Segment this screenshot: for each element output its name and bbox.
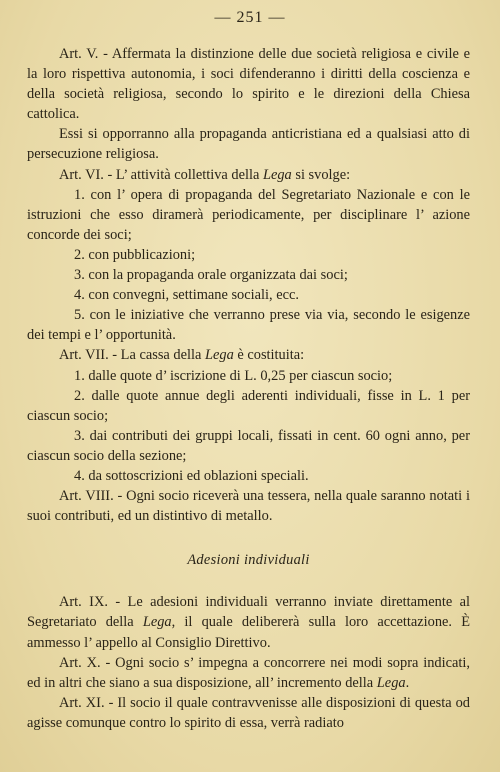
- list-item: 3. con la propaganda orale organizzata dai soci;: [74, 267, 348, 284]
- page-number: — 251 —: [214, 9, 286, 26]
- paragraph-art-x: Art. X. - Ogni socio s’ impegna a concorrere nei modi sopra indicati, ed in altri che siano a sua disposizione, all’ incremento della Lega.: [27, 654, 470, 691]
- paragraph-art-v: Art. V. - Affermata la distinzione delle due società religiosa e civile e la loro rispettiva autonomia, i soci difenderanno i diritti della coscienza e della società religiosa, secondo lo spirito e le direzioni della Chiesa cattolica.: [27, 46, 470, 123]
- list-item: 2. dalle quote annue degli aderenti individuali, fisse in L. 1 per ciascun socio;: [27, 387, 470, 424]
- paragraph: Essi si opporranno alla propaganda anticristiana ed a qualsiasi atto di persecuzione religiosa.: [27, 126, 470, 163]
- paragraph-art-ix: Art. IX. - Le adesioni individuali verranno inviate direttamente al Segretariato della Lega, il quale delibererà sulla loro accettazione. È ammesso l’ appello al Consiglio Direttivo.: [27, 594, 470, 651]
- list-item: 5. con le iniziative che verranno prese via via, secondo le esigenze dei tempi e l’ opportunità.: [27, 307, 470, 344]
- list-item: 1. dalle quote d’ iscrizione di L. 0,25 per ciascun socio;: [74, 367, 393, 384]
- paragraph-art-viii: Art. VIII. - Ogni socio riceverà una tessera, nella quale saranno notati i suoi contributi, ed un distintivo di metallo.: [27, 488, 470, 525]
- paragraph-art-xi: Art. XI. - Il socio il quale contravvenisse alle disposizioni di questa od agisse comunque contro lo spirito di essa, verrà radiato: [27, 694, 470, 731]
- section-heading: Adesioni individuali: [187, 552, 310, 569]
- list-item: 1. con l’ opera di propaganda del Segretariato Nazionale e con le istruzioni che esso diramerà periodicamente, per disciplinare l’ azione concorde dei soci;: [27, 186, 470, 243]
- list-item: 2. con pubblicazioni;: [74, 246, 196, 263]
- paragraph-art-vii: Art. VII. - La cassa della Lega è costituita:: [59, 347, 305, 364]
- paragraph-art-vi: Art. VI. - L’ attività collettiva della Lega si svolge:: [59, 166, 351, 183]
- list-item: 3. dai contributi dei gruppi locali, fissati in cent. 60 ogni anno, per ciascun socio della sezione;: [27, 427, 470, 464]
- list-item: 4. con convegni, settimane sociali, ecc.: [74, 287, 299, 304]
- document-body: [27, 44, 470, 733]
- list-item: 4. da sottoscrizioni ed oblazioni speciali.: [74, 467, 309, 484]
